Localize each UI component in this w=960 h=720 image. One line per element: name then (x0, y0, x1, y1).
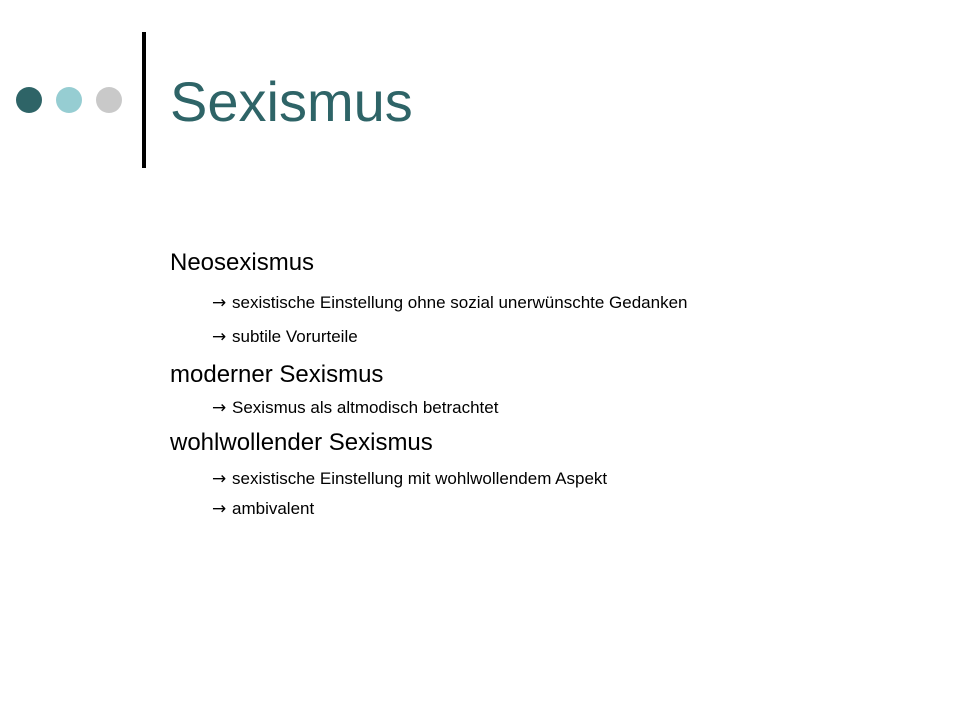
sub-point (212, 292, 688, 314)
sub-point (212, 397, 498, 419)
sub-point (212, 468, 607, 490)
slide-title: Sexismus (170, 70, 413, 133)
line-text: sexistische Einstellung mit wohlwollendem Aspekt (232, 469, 608, 488)
sub-point (212, 326, 358, 348)
line-text: sexistische Einstellung ohne sozial unerwünschte Gedanken (232, 293, 688, 312)
arrow-right-icon: → (212, 327, 227, 347)
heading-neosexismus (170, 248, 314, 278)
line-text: moderner Sexismus (170, 361, 384, 388)
line-text: subtile Vorurteile (232, 327, 358, 346)
arrow-right-icon: → (212, 469, 227, 489)
arrow-right-icon: → (212, 293, 227, 313)
arrow-right-icon: → (212, 398, 227, 418)
arrow-right-icon: → (212, 499, 227, 519)
line-text: ambivalent (232, 499, 315, 518)
heading-moderner-sexismus (170, 360, 383, 390)
line-text: Neosexismus (170, 249, 315, 276)
line-text: wohlwollender Sexismus (170, 429, 433, 456)
line-text: Sexismus als altmodisch betrachtet (232, 398, 499, 417)
heading-wohlwollender-sexismus (170, 428, 433, 458)
sub-point (212, 498, 314, 520)
